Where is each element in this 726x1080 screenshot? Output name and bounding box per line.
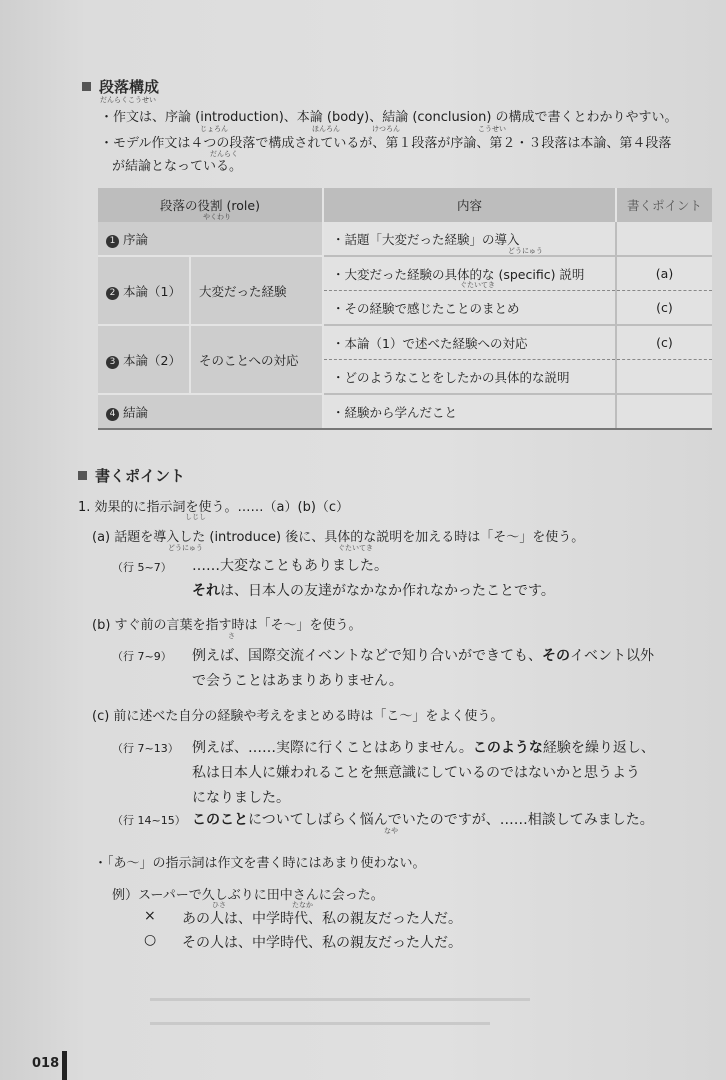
example-line: で会うことはあまりありません。 xyxy=(192,673,403,689)
line-reference: （行 7~9） xyxy=(112,650,172,663)
square-bullet-icon xyxy=(78,471,87,480)
table-row xyxy=(98,325,712,360)
highlighted-word: それ xyxy=(192,583,220,599)
page-number: 018 xyxy=(32,1056,60,1071)
section-heading-points xyxy=(78,465,185,486)
example-line: になりました。 xyxy=(192,790,290,806)
ruby-text: どうにゅう xyxy=(168,544,203,552)
ruby-text: やくわり xyxy=(203,213,231,221)
content-cell: ・本論（1）で述べた経験への対応 xyxy=(323,325,616,360)
table-header: 書くポイント xyxy=(616,188,712,222)
line-reference: （行 14~15） xyxy=(112,814,186,827)
paragraph-roles-table xyxy=(98,188,712,430)
role-label: 本論（1） xyxy=(123,283,181,299)
example-intro-line: 例）スーパーで久しぶりに田中さんに会った。 xyxy=(112,888,384,903)
wrong-example: あの人は、中学時代、私の親友だった人だ。 xyxy=(182,911,462,927)
wrong-mark: × xyxy=(144,908,156,924)
note-line: ・「あ～」の指示詞は作文を書く時にはあまり使わない。 xyxy=(94,856,426,871)
example-text: 経験を繰り返し、 xyxy=(542,740,655,756)
circled-number: 2 xyxy=(106,287,119,300)
circled-number: 3 xyxy=(106,356,119,369)
ruby-text: けつろん xyxy=(372,125,400,133)
ruby-text: ほんろん xyxy=(312,125,340,133)
sub-point-line: (c) 前に述べた自分の経験や考えをまとめる時は「こ～」をよく使う。 xyxy=(92,709,504,724)
role-cell xyxy=(98,256,190,325)
section-title: 段落構成 xyxy=(99,78,160,96)
circled-number: 4 xyxy=(106,408,119,421)
bullet-line: ・作文は、序論 (introduction)、本論 (body)、結論 (conclusion) の構成で書くとわかりやすい。 xyxy=(100,110,678,125)
highlighted-word: このこと xyxy=(192,812,248,828)
example-text: は、日本人の友達がなかなか作れなかったことです。 xyxy=(220,583,555,599)
bleed-through-line xyxy=(150,1022,490,1025)
role-cell xyxy=(98,222,323,256)
section-title: 書くポイント xyxy=(95,467,186,485)
correct-example: その人は、中学時代、私の親友だった人だ。 xyxy=(182,935,462,951)
ruby-text: なや xyxy=(384,827,398,835)
role-cell xyxy=(98,325,190,394)
example-line xyxy=(192,737,655,757)
example-text: 例えば、国際交流イベントなどで知り合いができても、 xyxy=(192,648,542,664)
point-cell: (c) xyxy=(616,291,712,326)
example-text: についてしばらく悩んでいたのですが、……相談してみました。 xyxy=(248,812,654,828)
role-label: 結論 xyxy=(123,404,149,420)
point-cell xyxy=(616,222,712,256)
page-number-bar xyxy=(62,1051,67,1080)
ruby-text: どうにゅう xyxy=(508,247,543,255)
correct-mark: ○ xyxy=(144,932,157,948)
ruby-text: ひさ xyxy=(212,901,226,909)
role-label: 本論（2） xyxy=(123,352,181,368)
example-line xyxy=(192,809,654,829)
content-cell: ・どのようなことをしたかの具体的な説明 xyxy=(323,360,616,395)
point-cell: (c) xyxy=(616,325,712,360)
point-cell xyxy=(616,360,712,395)
point-item: 1. 効果的に指示詞を使う。……（a）(b)（c） xyxy=(78,500,350,515)
square-bullet-icon xyxy=(82,82,91,91)
table-row xyxy=(98,394,712,429)
ruby-text: じょろん xyxy=(200,125,228,133)
ruby-text: ぐたいてき xyxy=(338,544,373,552)
point-cell: (a) xyxy=(616,256,712,291)
bullet-line: が結論となっている。 xyxy=(112,159,243,174)
content-cell: ・話題「大変だった経験」の導入 xyxy=(323,222,616,256)
ruby-text: しじし xyxy=(185,513,206,521)
content-cell: ・その経験で感じたことのまとめ xyxy=(323,291,616,326)
ruby-text: さ xyxy=(228,632,235,640)
ruby-text: ぐたいてき xyxy=(460,281,495,289)
example-line xyxy=(192,580,555,600)
sub-point-line: (a) 話題を導入した (introduce) 後に、具体的な説明を加える時は「そ～」を使う。 xyxy=(92,530,585,545)
highlighted-word: このような xyxy=(472,740,543,756)
content-cell: ・大変だった経験の具体的な (specific) 説明 xyxy=(323,256,616,291)
role-label: 序論 xyxy=(123,231,149,247)
role-cell xyxy=(98,394,323,429)
sub-role-cell: 大変だった経験 xyxy=(190,256,323,325)
example-line: ……大変なこともありました。 xyxy=(192,558,388,574)
example-text: 例えば、……実際に行くことはありません。 xyxy=(192,740,473,756)
circled-number: 1 xyxy=(106,235,119,248)
example-text: イベント以外 xyxy=(570,648,654,664)
example-line: 私は日本人に嫌われることを無意識にしているのではないかと思うよう xyxy=(192,765,640,781)
sub-role-cell: そのことへの対応 xyxy=(190,325,323,394)
ruby-text: だんらく xyxy=(210,150,238,158)
section-heading-structure xyxy=(82,76,159,97)
line-reference: （行 7~13） xyxy=(112,742,179,755)
ruby-text: たなか xyxy=(292,901,313,909)
point-cell xyxy=(616,394,712,429)
table-row xyxy=(98,256,712,291)
content-cell: ・経験から学んだこと xyxy=(323,394,616,429)
ruby-text: だんらくこうせい xyxy=(100,96,156,104)
line-reference: （行 5~7） xyxy=(112,561,172,574)
ruby-text: こうせい xyxy=(478,125,506,133)
table-header-row xyxy=(98,188,712,222)
bullet-line: ・モデル作文は４つの段落で構成されているが、第１段落が序論、第２・３段落は本論、第４段落 xyxy=(100,136,672,151)
example-line xyxy=(192,645,654,665)
table-header: 段落の役割 (role) xyxy=(98,188,323,222)
table-row xyxy=(98,222,712,256)
table-header: 内容 xyxy=(323,188,616,222)
bleed-through-line xyxy=(150,998,530,1001)
sub-point-line: (b) すぐ前の言葉を指す時は「そ～」を使う。 xyxy=(92,618,362,633)
highlighted-word: その xyxy=(542,648,570,664)
